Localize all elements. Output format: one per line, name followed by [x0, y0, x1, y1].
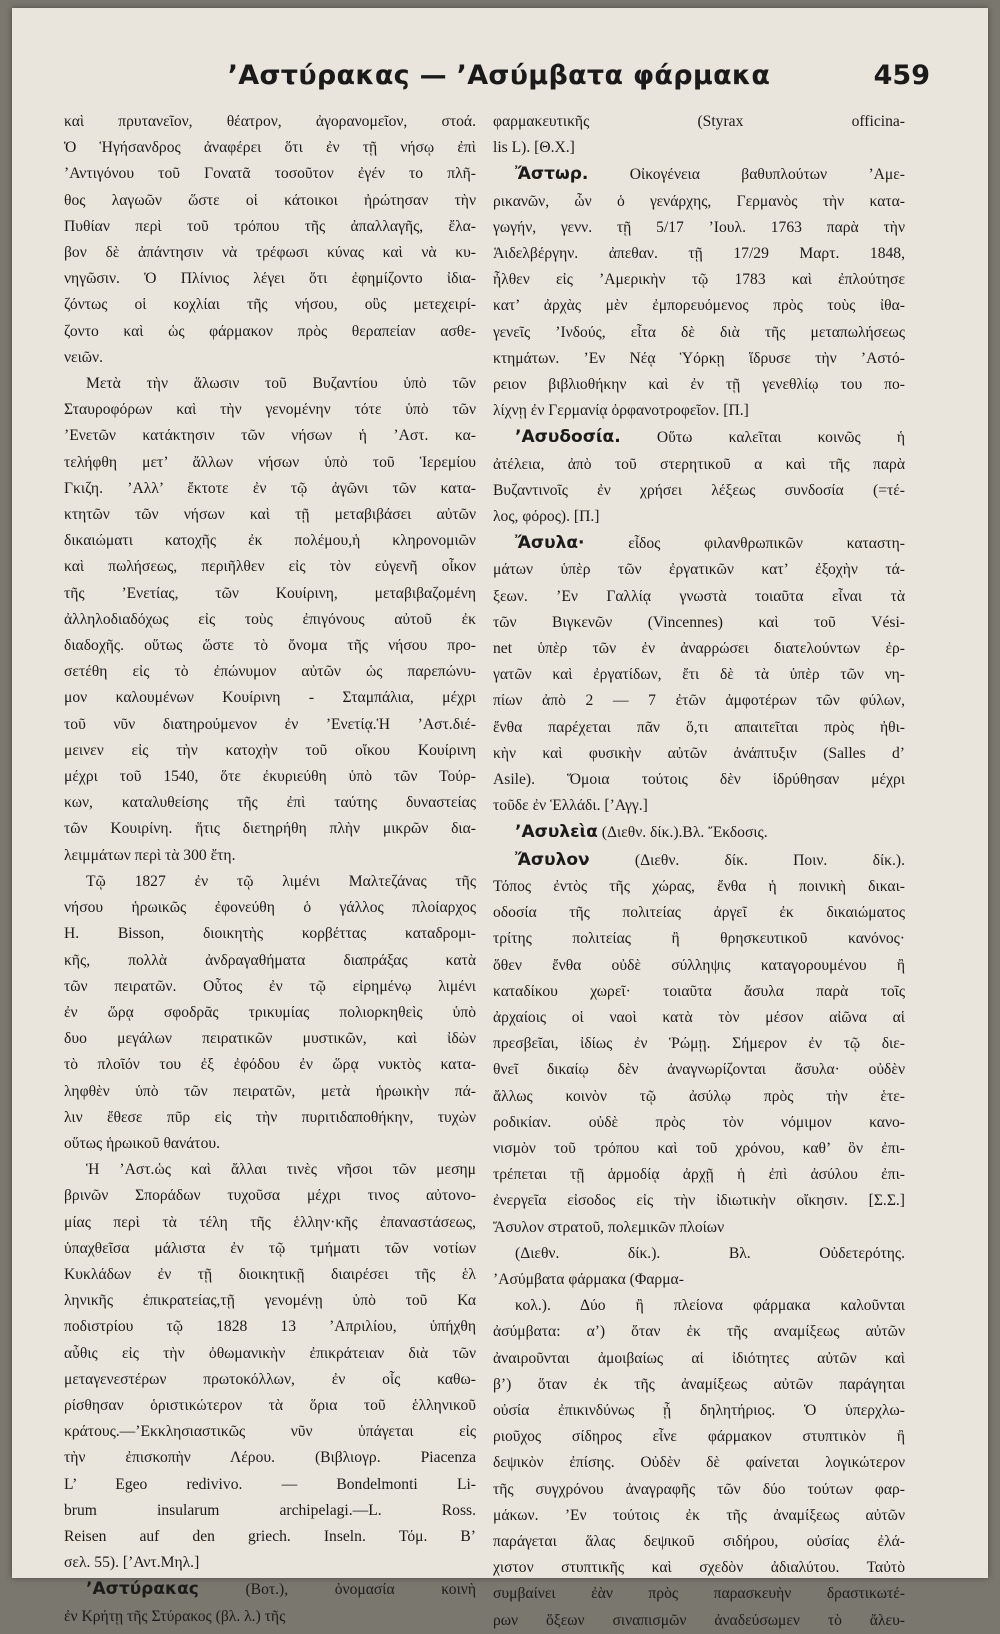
text-line: γατῶν καὶ ἐργατίδων, ἔτι δὲ τὰ ὑπὲρ τῶν νη- [493, 666, 905, 684]
text-line: ληνικῆς ἐπικρατείας,τῇ γενομένῃ ὑπὸ τοῦ Κα [64, 1292, 476, 1310]
text-line: τῆς ’Ενετίας, τῶν Κουίρινη, μεταβιβαζομένη [64, 584, 476, 602]
text-line: δεψικὸν ἐπίσης. Οὐδὲν δὲ φαίνεται λογικώτερον [493, 1454, 905, 1472]
text-line: ἀρχαίοις οἱ ναοὶ κατὰ τὸν μέσον αἰῶνα αἱ [493, 1008, 905, 1026]
page [12, 8, 988, 1629]
text-line: ἀτέλεια, ἀπὸ τοῦ στερητικοῦ α καὶ τῆς παρὰ [493, 455, 905, 473]
text-line: Βυζαντινοῖς ἐν χρήσει λέξεως συνδοσία (=τέ- [493, 481, 905, 499]
page-number: 459 [873, 60, 930, 91]
lemma-headword: Ἄστωρ. [515, 164, 589, 185]
text-line: παράγεται ἅλας δεψικοῦ σιδήρου, οὐσίας ἐλά- [493, 1532, 905, 1550]
lemma-headword: ’Ασυλεὶα [515, 822, 598, 843]
text-line: κράτους.—’Εκκλησιαστικῶς νῦν ὑπάγεται εἰς [64, 1423, 476, 1441]
text-line: σετέθη εἰς τὸ ἐπώνυμον αὐτῶν ὡς παρεπώνυ- [64, 663, 476, 681]
text-line: λειμμάτων περὶ τὰ 300 ἔτη. [64, 846, 236, 864]
text-line: τελήφθη μετ’ ἄλλων νήσων ὑπὸ τοῦ Ἱερεμίου [64, 453, 476, 471]
text-line: βρινῶν Σποράδων τυχοῦσα μέχρι τινος αὐτονο- [64, 1187, 476, 1205]
text-line: τῆς συγχρόνου ἀναγραφῆς τῶν δύο τούτων φαρ- [493, 1480, 905, 1498]
text-line: οδοσία τῆς πολιτείας ἀργεῖ ἐκ δικαιώματος [493, 904, 905, 922]
text-line: Reisen auf den griech. Inseln. Τόμ. Β’ [64, 1527, 476, 1545]
text-line: κτητῶν τῶν νήσων καὶ τῇ μεταβιβάσει αὐτῶν [64, 506, 476, 524]
text-line: ροδικίαν. οὐδὲ πρὸς τὸν νόμιμον κανο- [493, 1113, 905, 1131]
text-line: Asile). Ὅμοια τούτοις δὲν ἱδρύθησαν μέχρι [493, 771, 905, 789]
text-line: νειῶν. [64, 348, 104, 366]
text-line: ρων ὅξεων σιναπισμῶν ἀναδεύσωμεν τὸ ἄλευ- [493, 1611, 905, 1629]
text-line: ρίσθησαν ὁριστικώτερον τὰ ὅρια τοῦ ἑλληνικοῦ [64, 1396, 476, 1414]
text-line: ἀλληλοδιαδόχως εἰς τοὺς ἐπιγόνους αὐτοῦ ἐκ [64, 610, 476, 628]
text-line: ἐν ὥρᾳ σφοδρᾶς τρικυμίας πολιορκηθεὶς ὑπὸ [64, 1003, 476, 1021]
text-line: μάκων. ’Εν τούτοις ἐκ τῆς ἀναμίξεως αὐτῶν [493, 1506, 905, 1524]
text-line: μίας περὶ τὰ τέλη τῆς ἑλλην·κῆς ἐπαναστάσεως, [64, 1213, 476, 1231]
text-line: φαρμακευτικῆς (Styrax officina- [493, 113, 905, 130]
text-line: λιν ἔθεσε πῦρ εἰς τὴν πυριτιδαποθήκην, τυχὼν [64, 1108, 476, 1126]
text-line: χιστον στυπτικῆς καὶ σχεδὸν ἀδιαλύτου. Ταὐτὸ [493, 1559, 905, 1577]
text-line: αὖθις εἰς τὴν ὀθωμανικὴν ἐπικράτειαν διὰ τῶν [64, 1344, 476, 1362]
text-line: ληφθὲν ὑπὸ τῶν πειρατῶν, μετὰ ἡρωικὴν πά- [64, 1082, 476, 1100]
text-line: τὴν ἐπισκοπὴν Λέρου. (Βιβλιογρ. Piacenza [64, 1449, 476, 1467]
text-line: γωγήν, γενν. τῇ 5/17 ’Ιουλ. 1763 παρὰ τὴν [493, 218, 905, 236]
text-line: τῶν πειρατῶν. Οὗτος ἐν τῷ εἰρημένῳ λιμένι [64, 977, 476, 995]
text-line: ’Ασύμβατα φάρμακα (Φαρμα- [493, 1270, 684, 1288]
text-line: πίων ἀπὸ 2 — 7 ἐτῶν ἀμφοτέρων τῶν φύλων, [493, 692, 905, 710]
text-line: brum insularum archipelagi.—L. Ross. [64, 1501, 476, 1519]
text-line: νισμὸν τοῦ τρόπου καὶ τοῦ χρόνου, καθ’ ὃν ἐπι- [493, 1139, 905, 1157]
text-line: ρικανῶν, ὧν ὁ γενάρχης, Γερμανὸς τὴν κατα- [493, 192, 905, 210]
text-line: κολ.). Δύο ἢ πλείονα φάρμακα καλοῦνται [515, 1297, 905, 1315]
text-line: καὶ πωλήσεως, περιῆλθεν εἰς τὸν εὐγενῆ οἶκον [64, 558, 476, 576]
text-line: τοῦδε ἐν Ἑλλάδι. [’Αγγ.] [493, 797, 648, 815]
text-line: ριοῦχος σίδηρος εἶνε φάρμακον στυπτικὸν ἢ [493, 1428, 905, 1446]
text-line: οὐσία ἐπικινδύνως ᾖ δηλητήριος. Ὁ ὑπερχλω- [493, 1401, 905, 1419]
text-line: μέχρι τοῦ 1540, ὅτε ἐκυριεύθη ὑπὸ τῶν Τούρ- [64, 768, 476, 786]
text-line: ἄλλως κοινὸν τῷ ἀσύλῳ πρὸς τὴν ἑτε- [493, 1087, 905, 1105]
text-line: τῶν Βιγκενῶν (Vincennes) καὶ τοῦ Vési- [493, 613, 905, 631]
text-line: Τῷ 1827 ἐν τῷ λιμένι Μαλτεζάνας τῆς [86, 872, 476, 890]
text-line: ποδιστρίου τῷ 1828 13 ’Απριλίου, ὑπήχθη [64, 1318, 476, 1336]
running-head [68, 60, 930, 94]
text-line: ἀσύμβατα: α’) ὅταν ἐκ τῆς αναμίξεως αὐτῶν [493, 1323, 905, 1341]
running-title: ’Αστύρακας — ’Ασύμβατα φάρμακα [227, 60, 771, 91]
text-line: τοῦ νῦν διατηρούμενον ἐν ’Ενετίᾳ.Ἡ ’Αστ.διέ- [64, 715, 476, 733]
right-column [493, 109, 905, 1634]
text-line: Μετὰ τὴν ἅλωσιν τοῦ Βυζαντίου ὑπὸ τῶν [86, 375, 476, 393]
text-line: Γκιζη. ’Αλλ’ ἔκτοτε ἐν τῷ ἀγῶνι τῶν κατα- [64, 479, 476, 497]
lemma-headword: Ἄσυλον [515, 849, 590, 870]
text-line: β’) ὅταν ἐκ τῆς ἀναμίξεως αὐτῶν παράγηται [493, 1375, 905, 1393]
text-line: μον καλουμένων Κουίρινη - Σταμπάλια, μέχρι [64, 689, 476, 707]
text-line: κῆς, πολλὰ ἀνδραγαθήματα διαπράξας κατὰ [64, 951, 476, 969]
text-line: καταδίκου χωρεῖ· τοιαῦτα ἄσυλα παρὰ τοῖς [493, 982, 905, 1000]
text-line: νήσου ἡρωικῶς ἐφονεύθη ὁ γάλλος πλοίαρχος [64, 899, 476, 917]
text-line: ’Αστύρακας (Βοτ.), ὀνομασία κοινὴ [86, 1579, 476, 1600]
text-line: σελ. 55). [’Αντ.Μηλ.] [64, 1554, 200, 1572]
text-line: Ἄσυλον (Διεθν. δίκ. Ποιν. δίκ.). [515, 849, 905, 870]
text-line: συμβαίνει ἐὰν πρὸς παρασκευὴν δραστικωτέ- [493, 1585, 905, 1603]
text-line: βον δὲ ἀπάντησιν νὰ τρέφωσι κύνας καὶ νὰ κυ- [64, 244, 476, 262]
text-line: Κυκλάδων ἐν τῇ διοικητικῇ διαιρέσει τῆς ἑλ [64, 1265, 476, 1283]
text-line: Ἁιδελβέργην. ἀπεθαν. τῇ 17/29 Μαρτ. 1848, [493, 245, 905, 263]
text-line: θος λαγωῶν ὥστε οἱ κάτοικοι ἠρώτησαν τὴν [64, 191, 476, 209]
text-line: νηγῶσιν. Ὁ Πλίνιος λέγει ὅτι ἐφημίζοντο ἰδια- [64, 270, 476, 288]
text-line: λίχνῃ ἐν Γερμανίᾳ ὀρφανοτροφεῖον. [Π.] [493, 402, 749, 420]
text-line: ’Ενετῶν κατάκτησιν τῶν νήσων ἡ ’Αστ. κα- [64, 427, 476, 445]
text-line: lis L). [Θ.Χ.] [493, 139, 575, 157]
text-line: ἔνθα παρέχεται πᾶν ὅ,τι απαιτεῖται πρὸς ἠθι- [493, 718, 905, 736]
text-line: L’ Egeo redivivo. — Bondelmonti Li- [64, 1475, 476, 1493]
text-line: κτημάτων. ’Εν Νέᾳ Ὑόρκῃ ἵδρυσε τὴν ’Αστό- [493, 349, 905, 367]
text-line: λος, φόρος). [Π.] [493, 508, 600, 526]
text-line: δυο μεγάλων πειρατικῶν μυστικῶν, καὶ ἰδὼν [64, 1030, 476, 1048]
left-column [64, 109, 476, 1630]
text-line: μεινεν εἰς τὴν κατοχὴν τοῦ οἴκου Κουίρινη [64, 741, 476, 759]
text-line: μάτων ὑπὲρ τῶν ἐργατικῶν κατ’ ἐξοχὴν τά- [493, 561, 905, 579]
text-line: Σταυροφόρων καὶ τὴν γενομένην τότε ὑπὸ τῶν [64, 401, 476, 419]
text-line: κων, καταλυθείσης τῆς ἐπὶ ταύτης δυναστείας [64, 794, 476, 812]
text-line: Ἄστωρ. Οἰκογένεια βαθυπλούτων ’Αμε- [515, 164, 905, 185]
text-line: ξεων. ’Εν Γαλλίᾳ γνωστὰ τοιαῦτα εἶναι τὰ [493, 587, 905, 605]
text-line: ἐν Κρήτῃ τῆς Στύρακος (βλ. λ.) τῆς [64, 1607, 286, 1625]
text-line: ὅθεν ἔνθα οὐδὲ σύλληψις καταγορουμένου ἢ [493, 956, 905, 974]
text-line: (Διεθν. δίκ.). Βλ. Οὐδετερότης. [515, 1244, 905, 1262]
lemma-headword: ’Αστύρακας [86, 1579, 199, 1600]
text-line: ἀναιροῦνται ἀμοιβαίως αἱ ἰδιότητες αὐτῶν καὶ [493, 1349, 905, 1367]
text-line: ἐνεργεῖα εἰσοδος εἰς τὴν ἰδιωτικὴν οἴκησιν. [Σ.Σ.] [493, 1192, 905, 1210]
text-line: καὶ πρυτανεῖον, θέατρον, ἀγορανομεῖον, στοά. [64, 113, 476, 130]
text-line: Ἡ ’Αστ.ὡς καὶ ἄλλαι τινὲς νῆσοι τῶν μεσημ [86, 1161, 476, 1179]
text-line: οὕτως ἡρωικοῦ θανάτου. [64, 1134, 220, 1152]
text-line: Τόπος ἐντὸς τῆς χώρας, ἔνθα ἡ ποινικὴ δικαι- [493, 877, 905, 895]
text-line: κατ’ ἀρχὰς μὲν ἐμπορευόμενος πρὸς τοὺς ἰθα- [493, 297, 905, 315]
text-line: τὸ πλοῖόν του ἐξ ἐφόδου ἐν ὥρᾳ νυκτὸς κατα- [64, 1056, 476, 1074]
text-line: H. Bisson, διοικητὴς κορβέττας καταδρομι- [64, 925, 476, 943]
text-line: Ἄσυλα· εἶδος φιλανθρωπικῶν καταστη- [515, 533, 905, 554]
text-line: γενεῖς ’Ινδούς, εἶτα δὲ διὰ τῆς μεταπωλήσεως [493, 323, 905, 341]
text-line: θνεῖ δικαίῳ δὲν ἀναγνωρίζονται ἄσυλα· οὐδὲν [493, 1061, 905, 1079]
text-line: τῶν Κουιρίνη. ἥτις διετηρήθη πλὴν μικρῶν δια- [64, 820, 476, 838]
text-line: Ἄσυλον στρατοῦ, πολεμικῶν πλοίων [493, 1218, 725, 1236]
text-line: δικαιώματι κατοχῆς ἐκ πολέμου,ἡ κληρονομιῶν [64, 532, 476, 550]
text-line: net ὑπὲρ τῶν ἐν ἀναρρώσει διατελούντων ἐρ- [493, 640, 905, 658]
text-line: ’Ασυλεὶα (Διεθν. δίκ.).Βλ. Ἔκδοσις. [515, 822, 768, 843]
lemma-headword: ’Ασυδοσία. [515, 427, 621, 448]
text-line: ὑπαχθεῖσα μάλιστα ἐν τῷ τμήματι τῶν νοτίων [64, 1239, 476, 1257]
text-line: κὴν καὶ φυσικὴν αὐτῶν ἀνάπτυξιν (Salles d’ [493, 744, 905, 762]
text-line: διαδοχῆς. οὕτως ὥστε τὸ ὄνομα τῆς νήσου προ- [64, 637, 476, 655]
text-line: ’Αντιγόνου τοῦ Γονατᾶ τοσοῦτον ἐγέν το πλῆ- [64, 165, 476, 183]
text-line: μεταγενεστέρων πρωτοκόλλων, ἐν οἷς καθω- [64, 1370, 476, 1388]
lemma-headword: Ἄσυλα· [515, 533, 585, 554]
text-line: τρίτης πολιτείας ἢ θρησκευτικοῦ κανόνος· [493, 930, 905, 948]
text-line: Πυθίαν περὶ τοῦ τρόπου τῆς ἀπαλλαγῆς, ἔλα- [64, 217, 476, 235]
text-line: ἦλθεν εἰς ’Αμερικὴν τῷ 1783 καὶ ἐπλούτησε [493, 271, 905, 289]
text-line: ρειον βιβλιοθήκην καὶ ἐν τῇ γενεθλίῳ του πο- [493, 376, 905, 394]
text-line: πρεσβεῖαι, ἰδίως ἐν Ῥώμῃ. Σήμερον ἐν τῷ διε- [493, 1035, 905, 1053]
text-line: ζόντως οἱ κοχλίαι τῆς νήσου, οὓς μετεχειρί- [64, 296, 476, 314]
text-line: ’Ασυδοσία. Οὕτω καλεῖται κοινῶς ἡ [515, 427, 905, 448]
text-line: Ὁ Ἡγήσανδρος ἀναφέρει ὅτι ἐν τῇ νήσῳ ἐπὶ [64, 139, 476, 157]
text-line: ζοντο καὶ ὡς φάρμακον πρὸς θεραπείαν ασθε- [64, 322, 476, 340]
text-line: τρέπεται τῇ ἁρμοδίᾳ ἀρχῇ ἡ ἐπὶ ἀσύλου ἐπι- [493, 1166, 905, 1184]
